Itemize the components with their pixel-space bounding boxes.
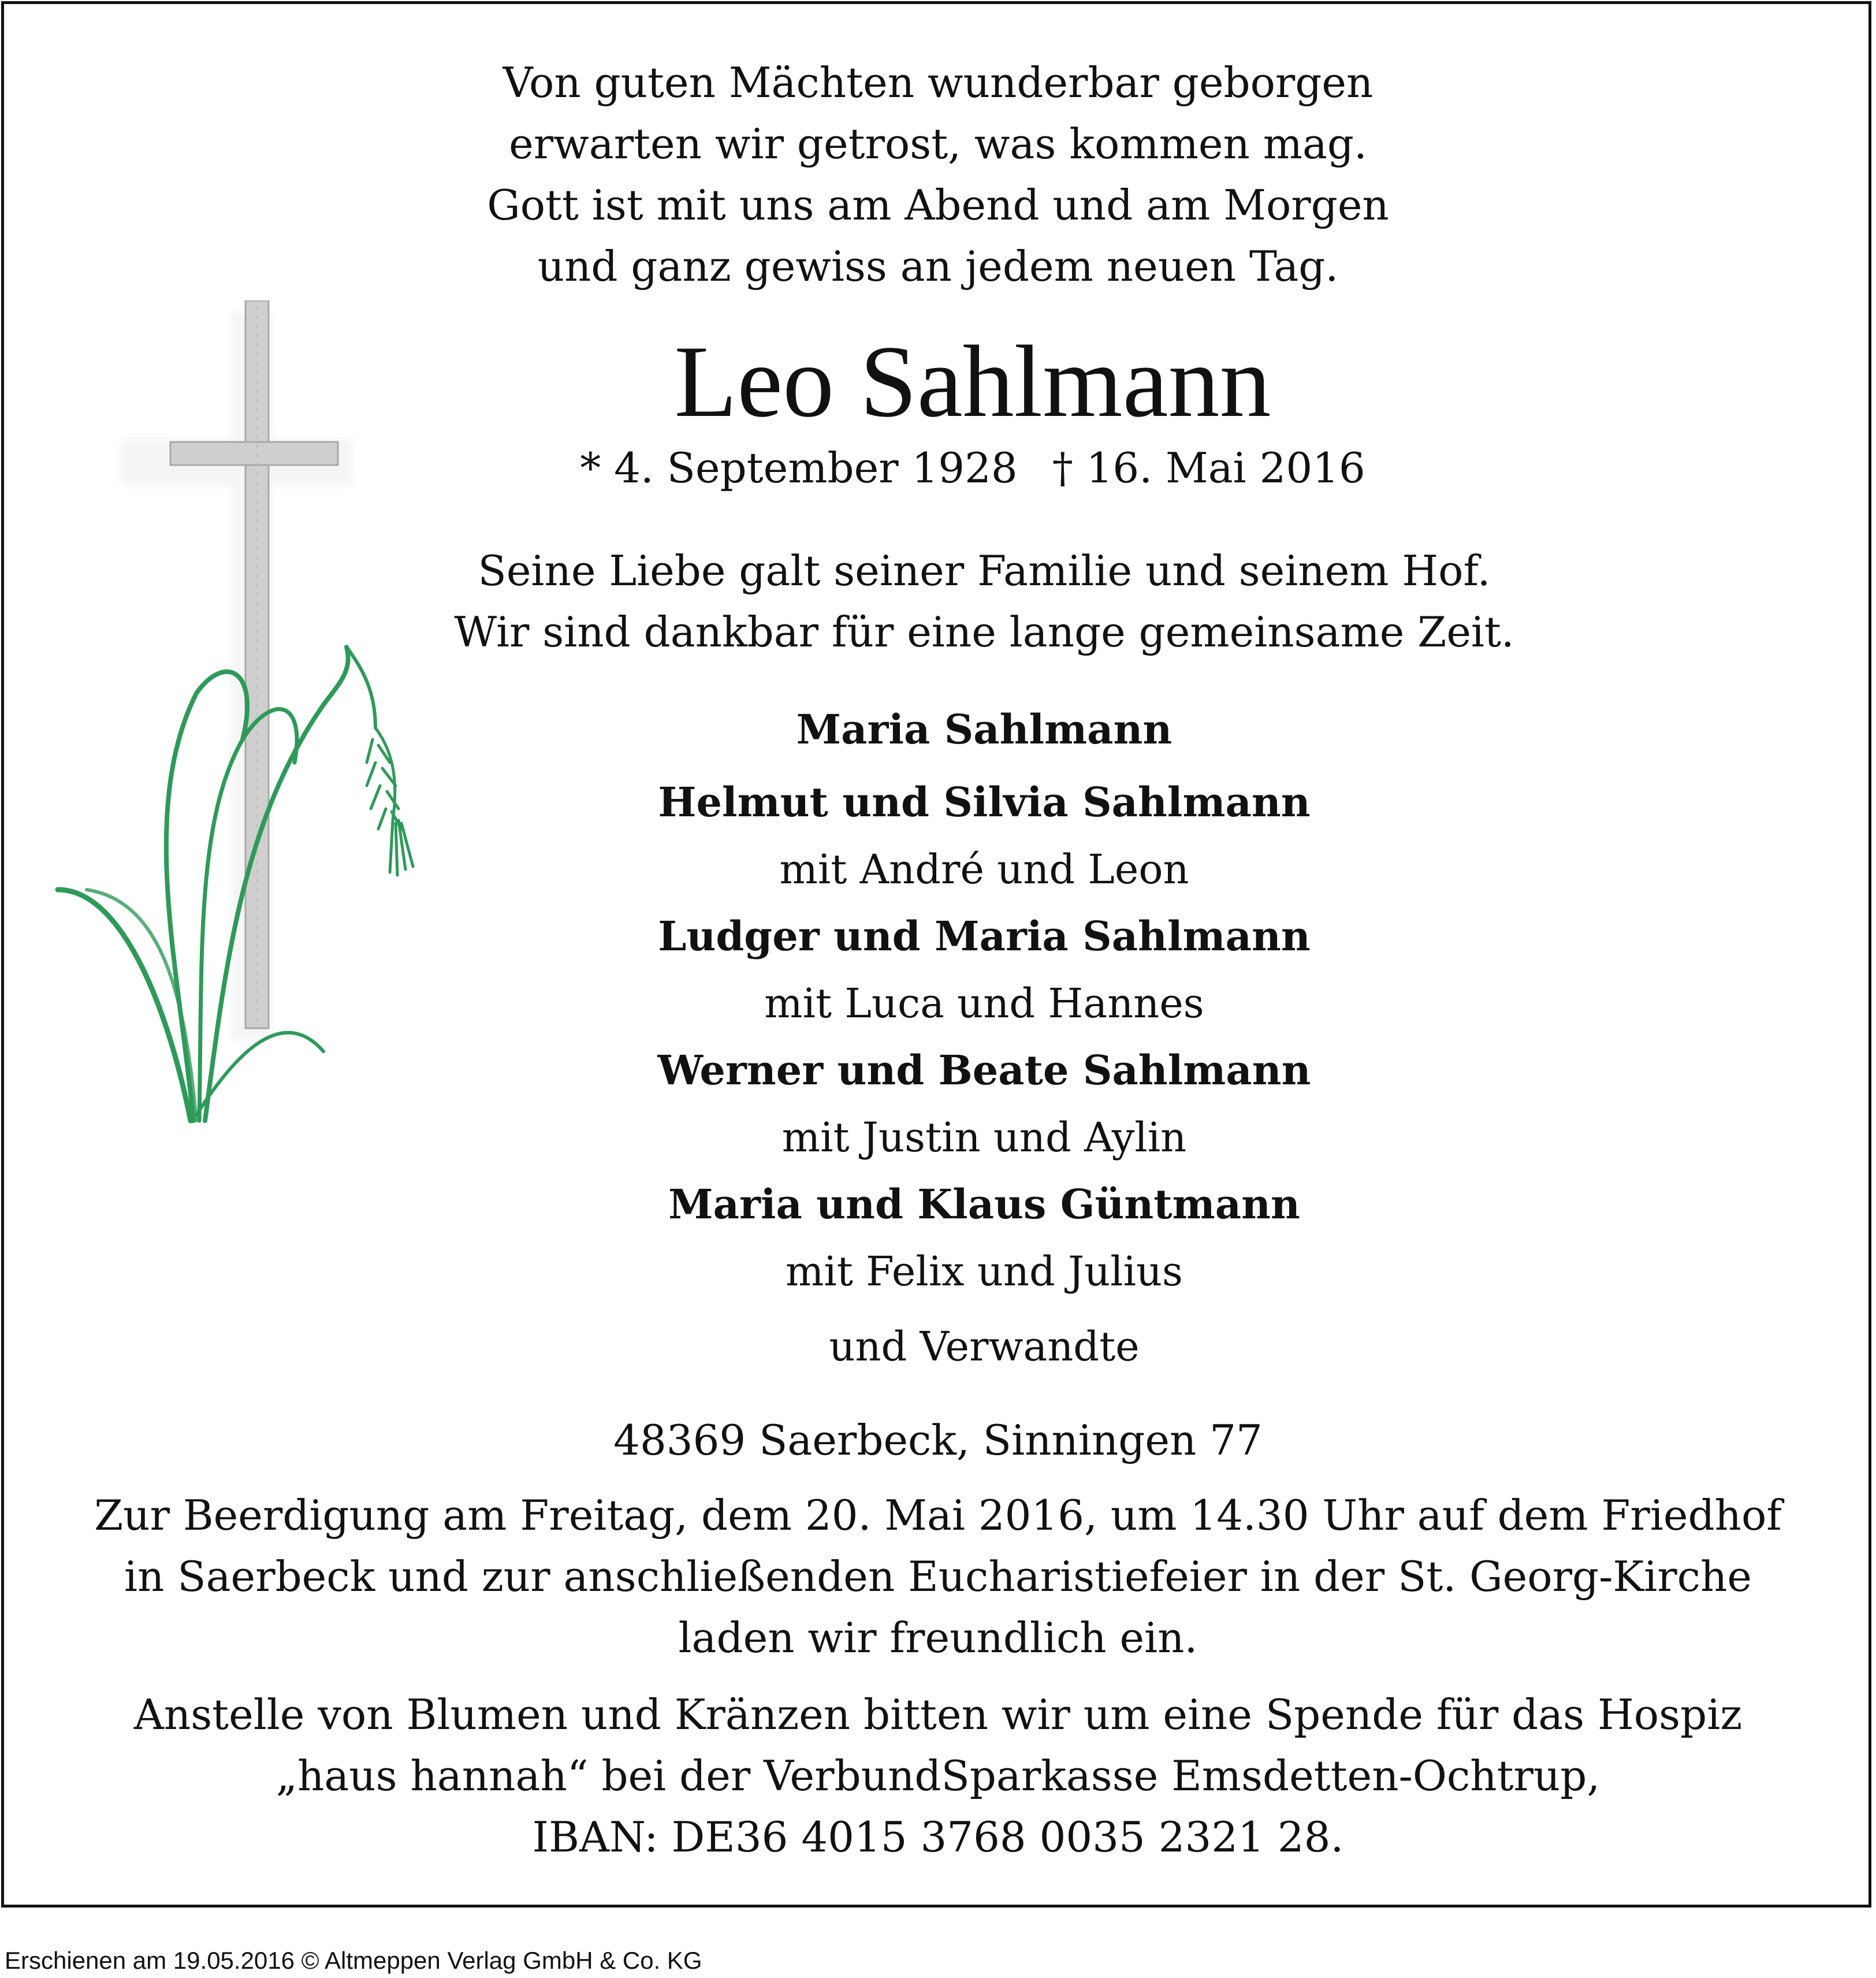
poem-line: und ganz gewiss an jedem neuen Tag. xyxy=(537,242,1339,291)
family-member: Maria und Klaus Güntmann xyxy=(668,1180,1300,1228)
poem-line: Von guten Mächten wunderbar geborgen xyxy=(502,58,1374,107)
donation-info xyxy=(0,1684,1876,1868)
poem xyxy=(0,52,1876,297)
death-date: † 16. Mai 2016 xyxy=(1052,444,1365,492)
funeral-line: in Saerbeck und zur anschließenden Eucharistiefeier in der St. Georg-Kirche xyxy=(124,1552,1752,1601)
relatives-line: und Verwandte xyxy=(829,1323,1140,1370)
poem-line: Gott ist mit uns am Abend und am Morgen xyxy=(487,181,1389,229)
address: 48369 Saerbeck, Sinningen 77 xyxy=(613,1416,1263,1464)
funeral-line: laden wir freundlich ein. xyxy=(678,1613,1198,1662)
tribute-line: Wir sind dankbar für eine lange gemeinsame Zeit. xyxy=(454,608,1514,656)
family-member: Werner und Beate Sahlmann xyxy=(657,1046,1311,1094)
tribute-line: Seine Liebe galt seiner Familie und seinem Hof. xyxy=(478,546,1491,595)
donation-line: „haus hannah“ bei der VerbundSparkasse Emsdetten-Ochtrup, xyxy=(276,1752,1600,1800)
tribute xyxy=(46,540,1876,663)
family-children: mit André und Leon xyxy=(779,846,1189,893)
publication-footer: Erschienen am 19.05.2016 © Altmeppen Verlag GmbH & Co. KG xyxy=(5,1947,702,1974)
funeral-info xyxy=(0,1485,1876,1668)
birth-date: * 4. September 1928 xyxy=(580,444,1018,492)
family-member: Ludger und Maria Sahlmann xyxy=(658,912,1311,960)
life-dates xyxy=(35,439,1876,497)
family-children: mit Luca und Hannes xyxy=(764,980,1204,1027)
deceased-name: Leo Sahlmann xyxy=(674,324,1271,438)
family-member: Helmut und Silvia Sahlmann xyxy=(658,778,1311,826)
family-member: Maria Sahlmann xyxy=(796,705,1172,753)
donation-iban: IBAN: DE36 4015 3768 0035 2321 28. xyxy=(532,1813,1344,1861)
family-children: mit Justin und Aylin xyxy=(781,1114,1187,1161)
donation-line: Anstelle von Blumen und Kränzen bitten wir um eine Spende für das Hospiz xyxy=(133,1690,1743,1739)
mourning-family xyxy=(46,696,1876,1380)
poem-line: erwarten wir getrost, was kommen mag. xyxy=(509,120,1367,168)
family-children: mit Felix und Julius xyxy=(786,1248,1183,1295)
funeral-line: Zur Beerdigung am Freitag, dem 20. Mai 2016, um 14.30 Uhr auf dem Friedhof xyxy=(94,1491,1782,1540)
